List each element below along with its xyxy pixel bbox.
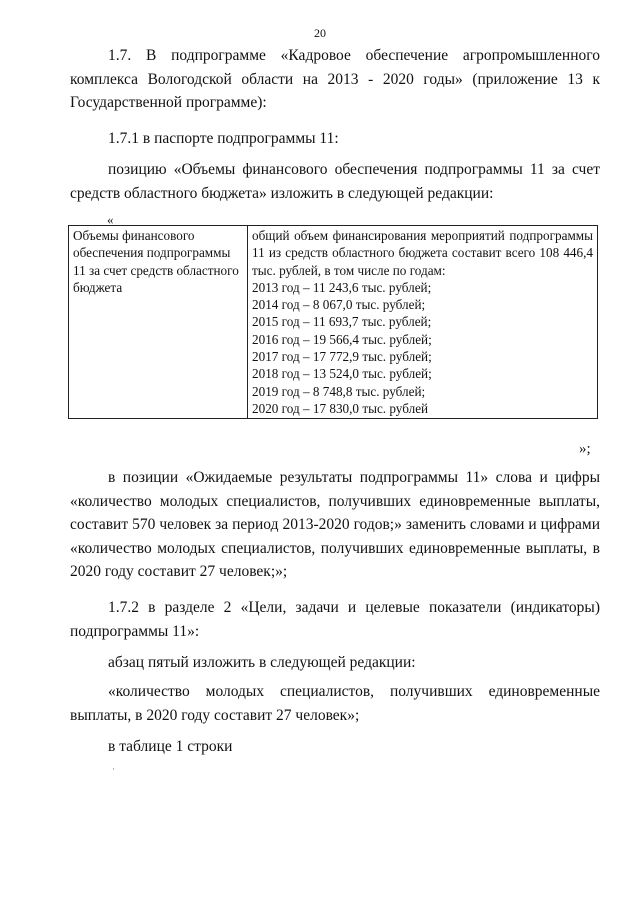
paragraph-quote: «количество молодых специалистов, получивших единовременные выплаты, в 2020 году составит 27 человек»; <box>70 683 600 724</box>
paragraph-expected-results: в позиции «Ожидаемые результаты подпрограммы 11» слова и цифры «количество молодых специалистов, получивших единовременные выплаты, составит 570 человек за период 2013-2020 годов;» заменить словами и цифрами «количество молодых специалистов, получивших единовременные выплаты, в 2020 году составит 27 человек;»; <box>70 469 600 580</box>
funding-table <box>68 225 598 419</box>
year-line: 2018 год – 13 524,0 тыс. рублей; <box>252 366 432 382</box>
paragraph-table-rows: в таблице 1 строки <box>108 738 233 755</box>
year-line: 2013 год – 11 243,6 тыс. рублей; <box>252 279 432 295</box>
scan-mark: · <box>112 764 115 774</box>
paragraph-position: позицию «Объемы финансового обеспечения подпрограммы 11 за счет средств областного бюджета» изложить в следующей редакции: <box>70 161 600 202</box>
table-cell-label: Объемы финансового обеспечения подпрограммы 11 за счет средств областного бюджета <box>69 226 248 419</box>
funding-intro: общий объем финансирования мероприятий подпрограммы 11 из средств областного бюджета составит всего 108 446,4 тыс. рублей, в том числе по годам: <box>252 228 593 278</box>
quote-close: »; <box>579 441 591 457</box>
year-line: 2014 год – 8 067,0 тыс. рублей; <box>252 297 426 313</box>
year-line: 2015 год – 11 693,7 тыс. рублей; <box>252 314 432 330</box>
paragraph-1-7: 1.7. В подпрограмме «Кадровое обеспечение агропромышленного комплекса Вологодской области на 2013 - 2020 годы» (приложение 13 к Государственной программе): <box>70 47 600 111</box>
paragraph-1-7-1: 1.7.1 в паспорте подпрограммы 11: <box>108 130 339 147</box>
page-number: 20 <box>314 26 326 40</box>
year-line: 2019 год – 8 748,8 тыс. рублей; <box>252 383 426 399</box>
year-line: 2020 год – 17 830,0 тыс. рублей <box>252 400 429 416</box>
year-line: 2016 год – 19 566,4 тыс. рублей; <box>252 331 432 347</box>
table-row <box>69 226 598 419</box>
quote-open: « <box>107 212 114 227</box>
table-cell-value <box>248 226 598 419</box>
paragraph-1-7-2: 1.7.2 в разделе 2 «Цели, задачи и целевые показатели (индикаторы) подпрограммы 11»: <box>70 599 600 640</box>
year-line: 2017 год – 17 772,9 тыс. рублей; <box>252 349 432 365</box>
paragraph-fifth: абзац пятый изложить в следующей редакции: <box>108 654 416 671</box>
